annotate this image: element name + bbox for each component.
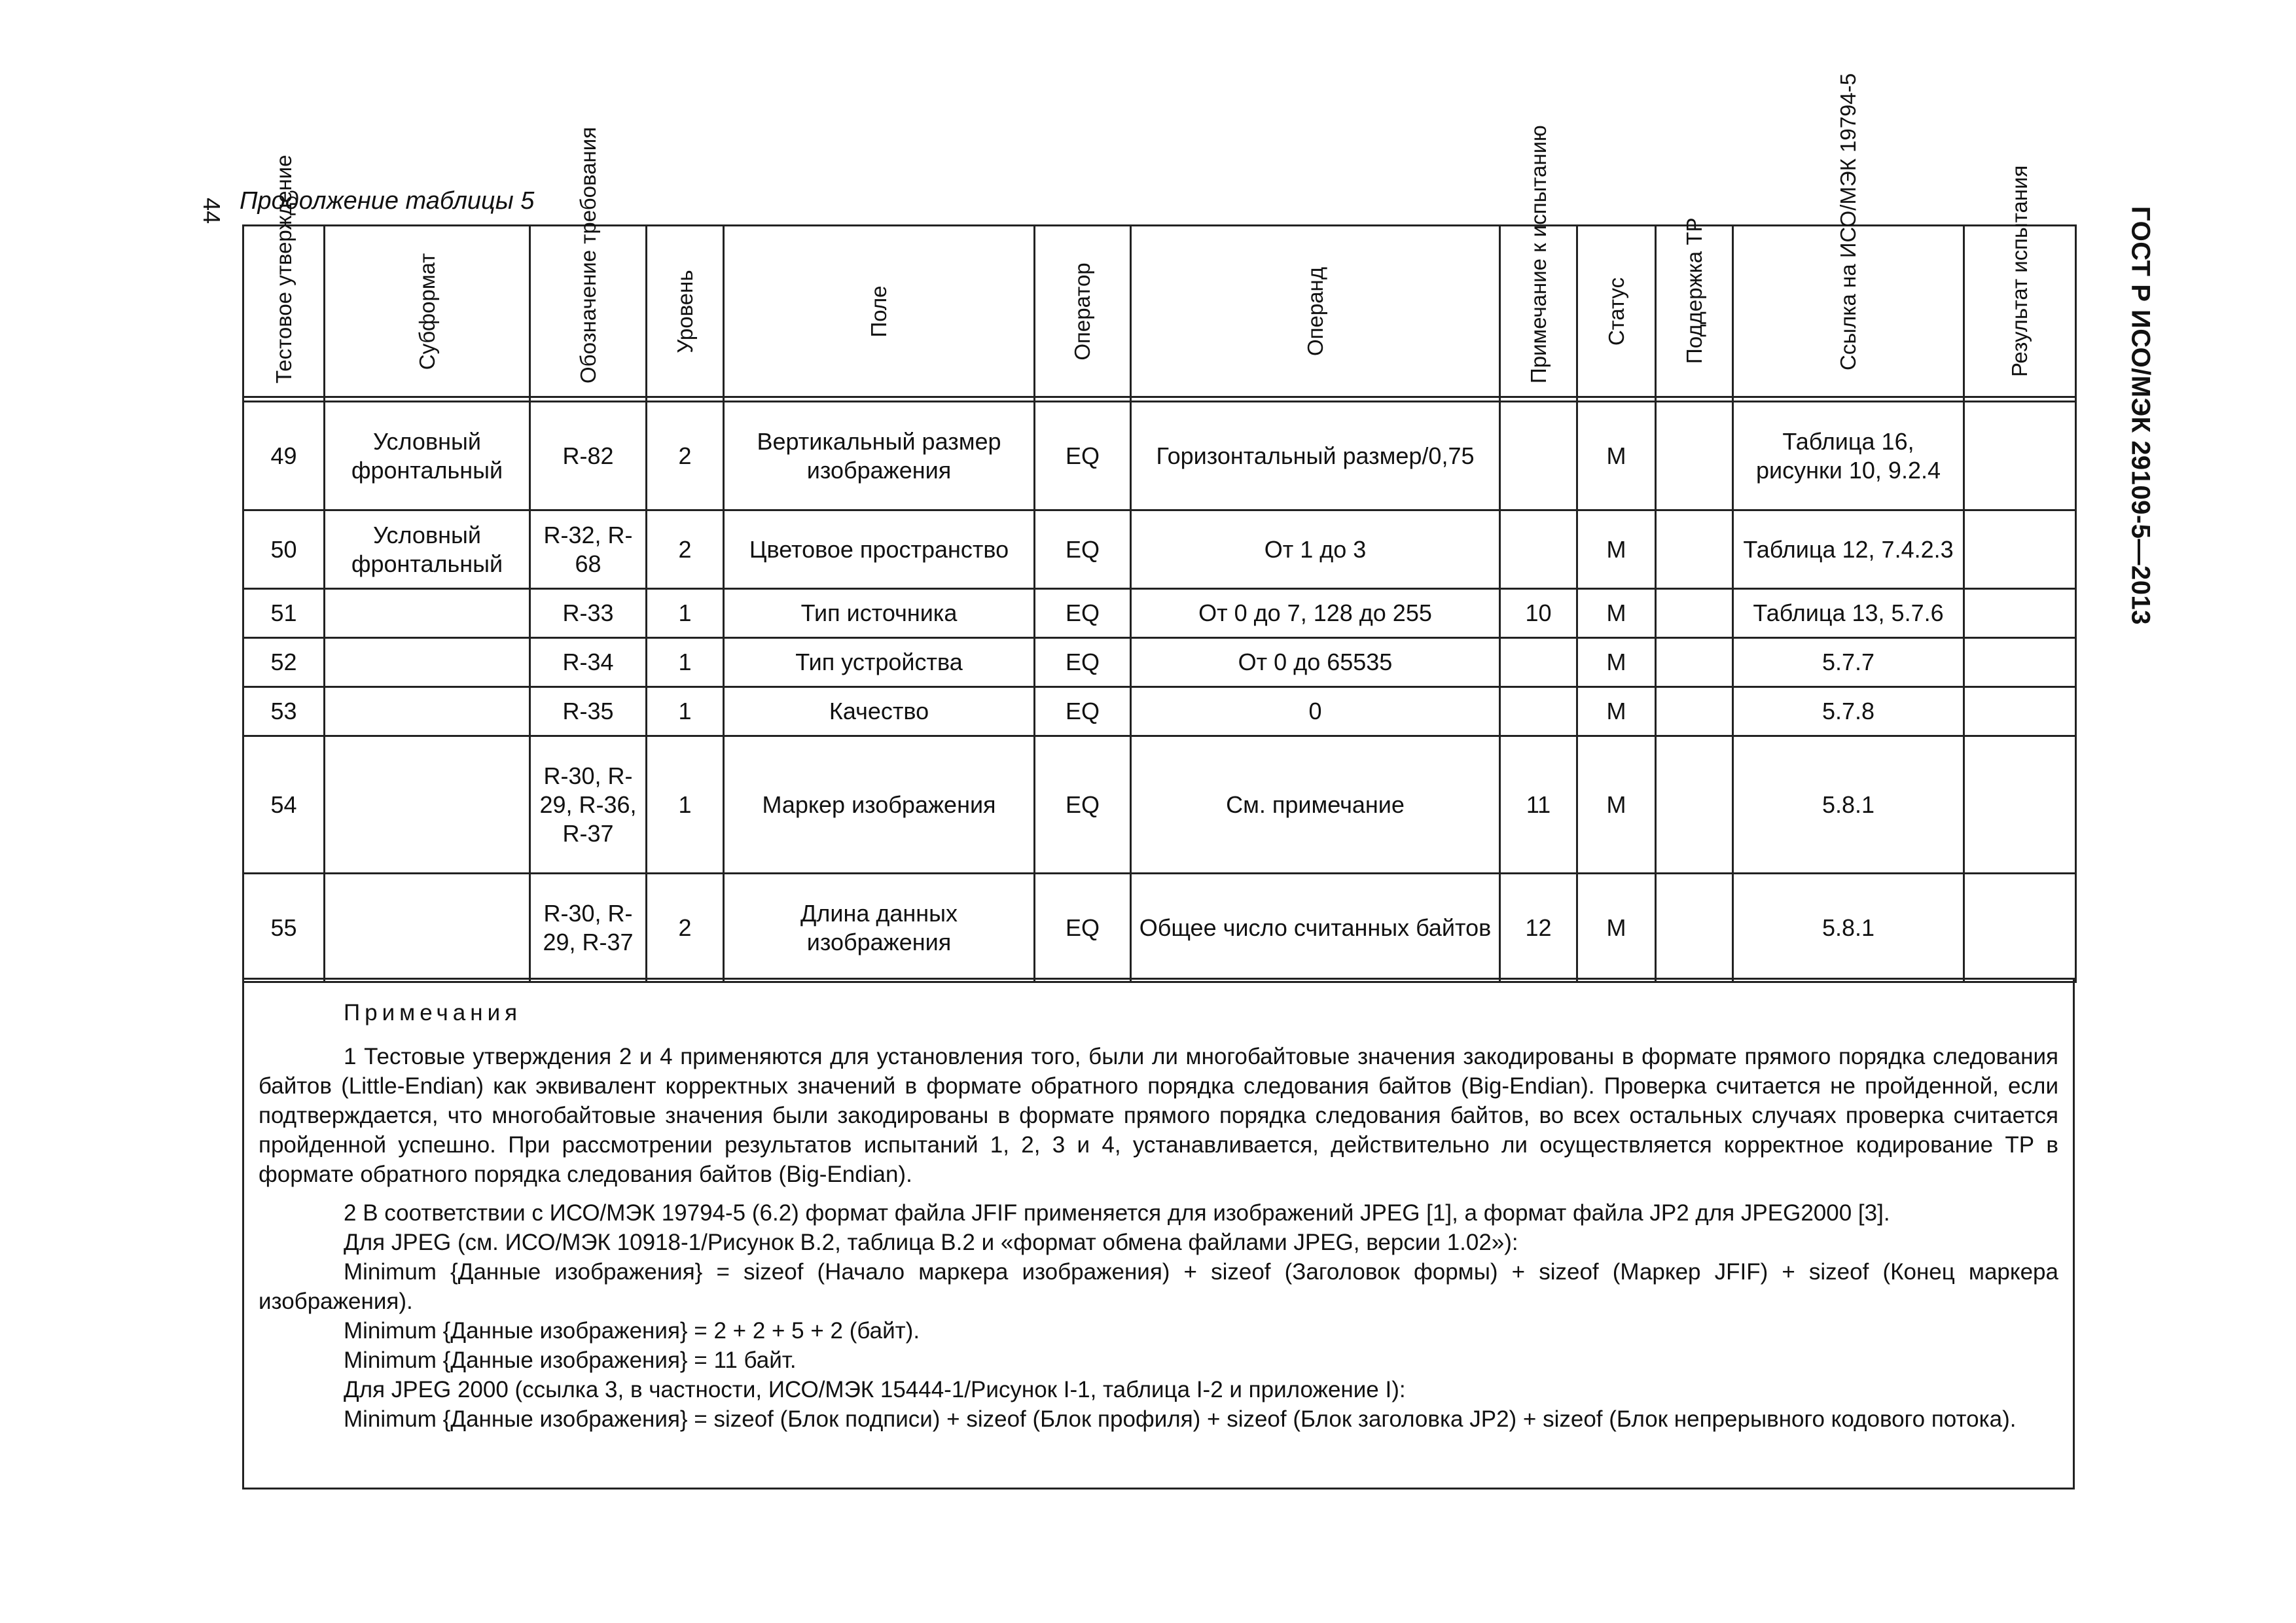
- cell-reference: 5.8.1: [1733, 736, 1964, 874]
- cell-test-statement: 54: [243, 736, 325, 874]
- cell-subformat: Условный фронтальный: [325, 510, 530, 589]
- table-row: [243, 402, 2076, 510]
- cell-test-result: [1964, 687, 2076, 736]
- header-reference: Ссылка на ИСО/МЭК 19794-5: [1733, 226, 1964, 397]
- header-subformat: Субформат: [325, 226, 530, 397]
- cell-status: M: [1577, 874, 1656, 982]
- cell-subformat: [325, 687, 530, 736]
- cell-reference: 5.7.8: [1733, 687, 1964, 736]
- header-operator: Оператор: [1035, 226, 1131, 397]
- cell-operator: EQ: [1035, 736, 1131, 874]
- table-row: [243, 874, 2076, 982]
- header-level: Уровень: [647, 226, 724, 397]
- cell-test-note: [1500, 510, 1577, 589]
- cell-test-note: [1500, 687, 1577, 736]
- cell-field: Тип устройства: [724, 638, 1035, 687]
- cell-reference: 5.8.1: [1733, 874, 1964, 982]
- header-test-result: Результат испытания: [1964, 226, 2076, 397]
- cell-operand: 0: [1131, 687, 1500, 736]
- cell-field: Вертикальный размер изображения: [724, 402, 1035, 510]
- cell-requirement-id: R-33: [530, 589, 647, 638]
- cell-test-result: [1964, 874, 2076, 982]
- note-paragraph: Minimum {Данные изображения} = 11 байт.: [344, 1347, 797, 1373]
- cell-requirement-id: R-30, R-29, R-36, R-37: [530, 736, 647, 874]
- cell-status: M: [1577, 402, 1656, 510]
- cell-tr-support: [1656, 687, 1733, 736]
- header-status: Статус: [1577, 226, 1656, 397]
- cell-test-statement: 51: [243, 589, 325, 638]
- cell-operator: EQ: [1035, 589, 1131, 638]
- cell-reference: Таблица 16, рисунки 10, 9.2.4: [1733, 402, 1964, 510]
- note-paragraph: 2 В соответствии с ИСО/МЭК 19794-5 (6.2) формат файла JFIF применяется для изображений JPEG [1], а формат файла JP2 для JPEG2000 [3].: [344, 1200, 1890, 1226]
- cell-tr-support: [1656, 638, 1733, 687]
- cell-level: 2: [647, 510, 724, 589]
- cell-reference: Таблица 12, 7.4.2.3: [1733, 510, 1964, 589]
- header-test-statement: Тестовое утверждение: [243, 226, 325, 397]
- page-number: 44: [198, 197, 225, 224]
- cell-test-note: 12: [1500, 874, 1577, 982]
- cell-status: M: [1577, 687, 1656, 736]
- table-row: [243, 510, 2076, 589]
- cell-requirement-id: R-32, R-68: [530, 510, 647, 589]
- cell-level: 1: [647, 736, 724, 874]
- note-paragraph: Для JPEG (см. ИСО/МЭК 10918-1/Рисунок В.2, таблица В.2 и «формат обмена файлами JPEG, версии 1.02»):: [344, 1230, 1518, 1255]
- cell-test-result: [1964, 736, 2076, 874]
- header-tr-support: Поддержка ТР: [1656, 226, 1733, 397]
- header-field: Поле: [724, 226, 1035, 397]
- table-header-row: [243, 226, 2076, 397]
- cell-test-statement: 49: [243, 402, 325, 510]
- cell-test-statement: 53: [243, 687, 325, 736]
- cell-test-result: [1964, 589, 2076, 638]
- table-continuation-caption: Продолжение таблицы 5: [240, 187, 535, 215]
- document-code: ГОСТ Р ИСО/МЭК 29109-5—2013: [2126, 206, 2155, 625]
- cell-operand: Общее число считанных байтов: [1131, 874, 1500, 982]
- cell-reference: Таблица 13, 5.7.6: [1733, 589, 1964, 638]
- header-gap-row: [243, 397, 2076, 402]
- cell-requirement-id: R-82: [530, 402, 647, 510]
- cell-test-statement: 50: [243, 510, 325, 589]
- cell-operand: От 0 до 65535: [1131, 638, 1500, 687]
- cell-test-note: [1500, 638, 1577, 687]
- cell-tr-support: [1656, 589, 1733, 638]
- cell-subformat: [325, 589, 530, 638]
- cell-level: 1: [647, 589, 724, 638]
- cell-reference: 5.7.7: [1733, 638, 1964, 687]
- cell-field: Цветовое пространство: [724, 510, 1035, 589]
- cell-tr-support: [1656, 402, 1733, 510]
- cell-subformat: [325, 874, 530, 982]
- cell-status: M: [1577, 510, 1656, 589]
- cell-level: 1: [647, 638, 724, 687]
- cell-operand: Горизонтальный размер/0,75: [1131, 402, 1500, 510]
- cell-operator: EQ: [1035, 402, 1131, 510]
- cell-requirement-id: R-35: [530, 687, 647, 736]
- table-row: [243, 736, 2076, 874]
- header-requirement-id: Обозначение требования: [530, 226, 647, 397]
- cell-field: Маркер изображения: [724, 736, 1035, 874]
- cell-operator: EQ: [1035, 874, 1131, 982]
- cell-requirement-id: R-34: [530, 638, 647, 687]
- cell-test-note: [1500, 402, 1577, 510]
- cell-test-note: 11: [1500, 736, 1577, 874]
- cell-field: Тип источника: [724, 589, 1035, 638]
- header-operand: Операнд: [1131, 226, 1500, 397]
- cell-operand: От 1 до 3: [1131, 510, 1500, 589]
- cell-subformat: [325, 638, 530, 687]
- table-row: [243, 638, 2076, 687]
- note-paragraph: Minimum {Данные изображения} = sizeof (Блок подписи) + sizeof (Блок профиля) + sizeof (Блок заголовка JP2) + sizeof (Блок непрерывного кодового потока).: [344, 1406, 2017, 1432]
- cell-tr-support: [1656, 510, 1733, 589]
- cell-test-statement: 52: [243, 638, 325, 687]
- notes-block: [242, 978, 2075, 1489]
- cell-status: M: [1577, 589, 1656, 638]
- note-paragraph: Для JPEG 2000 (ссылка 3, в частности, ИСО/МЭК 15444-1/Рисунок I-1, таблица I-2 и приложение I):: [344, 1377, 1406, 1402]
- cell-test-result: [1964, 638, 2076, 687]
- cell-tr-support: [1656, 736, 1733, 874]
- cell-subformat: [325, 736, 530, 874]
- cell-level: 1: [647, 687, 724, 736]
- cell-status: M: [1577, 736, 1656, 874]
- cell-test-statement: 55: [243, 874, 325, 982]
- cell-test-result: [1964, 510, 2076, 589]
- cell-operand: См. примечание: [1131, 736, 1500, 874]
- cell-status: M: [1577, 638, 1656, 687]
- cell-requirement-id: R-30, R-29, R-37: [530, 874, 647, 982]
- note-paragraph: 1 Тестовые утверждения 2 и 4 применяются для установления того, были ли многобайтовые значения закодированы в формате прямого порядка следования байтов (Little-Endian) как эквивалент корректных значений в формате обратного порядка следования байтов (Big-Endian). Проверка считается не пройденной, если подтверждается, что многобайтовые значения были закодированы в формате прямого порядка следования байтов, во всех остальных случаях проверка считается пройденной успешно. При рассмотрении результатов испытаний 1, 2, 3 и 4, устанавливается, действительно ли осуществляется корректное кодирование ТР в формате обратного порядка следования байтов (Big-Endian).: [259, 1044, 2058, 1187]
- cell-level: 2: [647, 874, 724, 982]
- note-paragraph: Minimum {Данные изображения} = 2 + 2 + 5 + 2 (байт).: [344, 1318, 920, 1344]
- cell-level: 2: [647, 402, 724, 510]
- table-row: [243, 589, 2076, 638]
- cell-field: Длина данных изображения: [724, 874, 1035, 982]
- cell-operator: EQ: [1035, 510, 1131, 589]
- cell-operator: EQ: [1035, 687, 1131, 736]
- notes-title: Примечания: [344, 1000, 522, 1026]
- cell-test-result: [1964, 402, 2076, 510]
- table-row: [243, 687, 2076, 736]
- cell-subformat: Условный фронтальный: [325, 402, 530, 510]
- cell-field: Качество: [724, 687, 1035, 736]
- header-test-note: Примечание к испытанию: [1500, 226, 1577, 397]
- note-paragraph: Minimum {Данные изображения} = sizeof (Начало маркера изображения) + sizeof (Заголовок формы) + sizeof (Маркер JFIF) + sizeof (Конец маркера изображения).: [259, 1259, 2058, 1314]
- cell-test-note: 10: [1500, 589, 1577, 638]
- cell-operator: EQ: [1035, 638, 1131, 687]
- cell-operand: От 0 до 7, 128 до 255: [1131, 589, 1500, 638]
- cell-tr-support: [1656, 874, 1733, 982]
